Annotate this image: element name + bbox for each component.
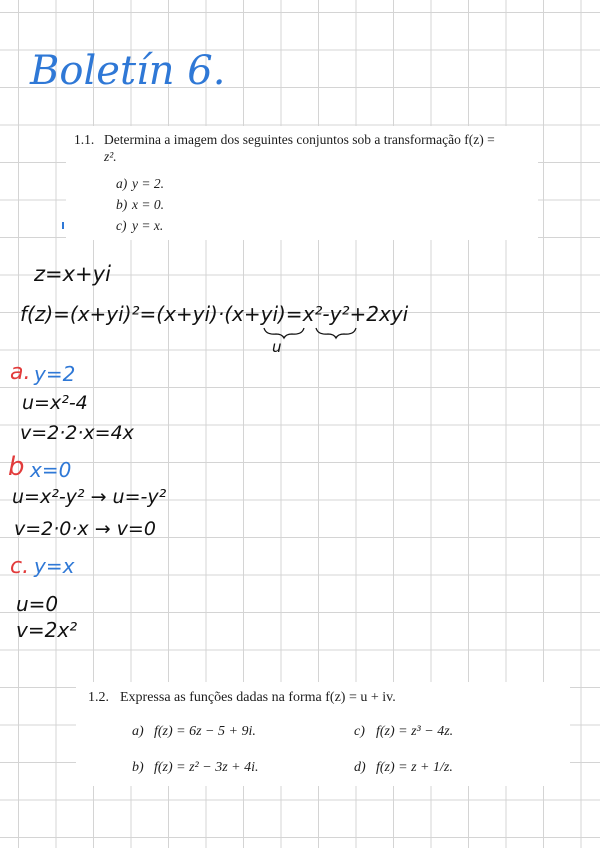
exercise-2-item-label: c) <box>354 724 365 739</box>
part-c-label: c. <box>10 554 30 579</box>
f-expansion: f(z)=(x+yi)²=(x+yi)·(x+yi)=x²-y²+2xyi <box>20 302 409 326</box>
exercise-2-item-text: f(z) = 6z − 5 + 9i. <box>154 724 256 739</box>
exercise-1-statement-cont: z². <box>104 149 117 164</box>
exercise-1-item-text: y = 2. <box>132 176 164 191</box>
part-c-v: v=2x² <box>16 618 78 642</box>
exercise-1-item-text: x = 0. <box>132 197 164 212</box>
exercise-1-item-label: c) <box>116 218 127 233</box>
part-a-label: a. <box>10 360 31 385</box>
part-b-u: u=x²-y² → u=-y² <box>12 486 167 508</box>
exercise-2-item-text: f(z) = z² − 3z + 4i. <box>154 760 259 775</box>
exercise-2-item-text: f(z) = z³ − 4z. <box>376 724 454 739</box>
part-a-v: v=2·2·x=4x <box>20 422 134 444</box>
exercise-1-item-text: y = x. <box>132 218 164 233</box>
exercise-2-item-text: f(z) = z + 1/z. <box>376 760 453 775</box>
exercise-2-item-label: b) <box>132 760 144 775</box>
pen-mark <box>62 222 64 229</box>
z-definition: z=x+yi <box>34 262 111 286</box>
page-title: Boletín 6. <box>30 48 226 94</box>
part-b-label: b <box>8 452 25 482</box>
u-label: u <box>272 338 282 356</box>
part-a-condition: y=2 <box>34 362 76 386</box>
exercise-1-statement: Determina a imagem dos seguintes conjuntos sob a transformação f(z) = <box>104 132 495 147</box>
exercise-1-card <box>66 126 538 240</box>
exercise-2-number: 1.2. <box>88 690 109 705</box>
exercise-2-card <box>76 682 570 786</box>
exercise-1-item-label: a) <box>116 176 128 191</box>
exercise-2-item-label: a) <box>132 724 144 739</box>
part-b-v: v=2·0·x → v=0 <box>14 518 156 540</box>
exercise-1-number: 1.1. <box>74 132 95 147</box>
part-c-u: u=0 <box>16 592 59 616</box>
exercise-2-item-label: d) <box>354 760 366 775</box>
exercise-2-statement: Expressa as funções dadas na forma f(z) = u + iv. <box>120 690 396 705</box>
part-b-condition: x=0 <box>30 458 72 482</box>
part-c-condition: y=x <box>34 554 75 578</box>
exercise-1-item-label: b) <box>116 197 128 212</box>
part-a-u: u=x²-4 <box>22 392 88 414</box>
